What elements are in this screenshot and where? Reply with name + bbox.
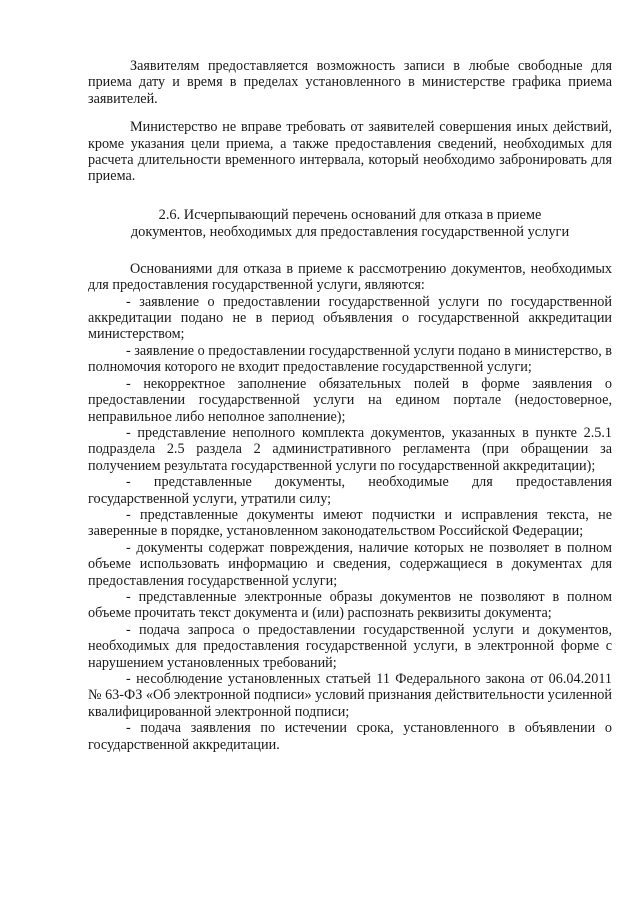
list-item: - подача заявления по истечении срока, установленного в объявлении о государственной аккредитации. <box>88 720 612 753</box>
list-item: - представленные электронные образы документов не позволяют в полном объеме прочитать текст документа и (или) распознать реквизиты документа; <box>88 588 612 622</box>
list-item: - несоблюдение установленных статьей 11 Федерального закона от 06.04.2011 № 63-ФЗ «Об электронной подписи» условий признания действительности усиленной квалифицированной электронной подписи; <box>88 671 612 720</box>
paragraph-appointment-booking: Заявителям предоставляется возможность записи в любые свободные для приема дату и время в пределах установленного в министерстве графика приема заявителей. <box>88 58 612 107</box>
list-item: - заявление о предоставлении государственной услуги по государственной аккредитации подано не в период объявления о государственной аккредитации министерством; <box>88 293 612 343</box>
list-item: - представленные документы, необходимые для предоставления государственной услуги, утратили силу; <box>88 474 612 507</box>
list-item: - подача запроса о предоставлении государственной услуги и документов, необходимых для предоставления государственной услуги, в электронной форме с нарушением установленных требований; <box>88 621 612 671</box>
list-item: - представленные документы имеют подчистки и исправления текста, не заверенные в порядке, установленном законодательством Российской Федерации; <box>88 506 612 540</box>
section-heading <box>88 207 612 241</box>
section-heading-line-2: документов, необходимых для предоставления государственной услуги <box>130 223 570 240</box>
list-item: - некорректное заполнение обязательных полей в форме заявления о предоставлении государственной услуги на едином портале (недостоверное, неправильное либо неполное заполнение); <box>88 375 612 425</box>
paragraph-refusal-intro: Основаниями для отказа в приеме к рассмотрению документов, необходимых для предоставления государственной услуги, являются: <box>88 260 612 294</box>
paragraph-ministry-restrictions: Министерство не вправе требовать от заявителей совершения иных действий, кроме указания цели приема, а также предоставления сведений, необходимых для расчета длительности временного интервала, который необходимо забронировать для приема. <box>88 119 612 185</box>
list-item: - представление неполного комплекта документов, указанных в пункте 2.5.1 подраздела 2.5 раздела 2 административного регламента (при обращении за получением результата государственной услуги по государственной аккредитации); <box>88 424 612 474</box>
section-heading-line-1: 2.6. Исчерпывающий перечень оснований для отказа в приеме <box>158 206 542 223</box>
list-item: - заявление о предоставлении государственной услуги подано в министерство, в полномочия которого не входит предоставление государственной услуги; <box>88 342 612 376</box>
list-item: - документы содержат повреждения, наличие которых не позволяет в полном объеме использовать информацию и сведения, содержащиеся в документах для предоставления государственной услуги; <box>88 539 612 589</box>
